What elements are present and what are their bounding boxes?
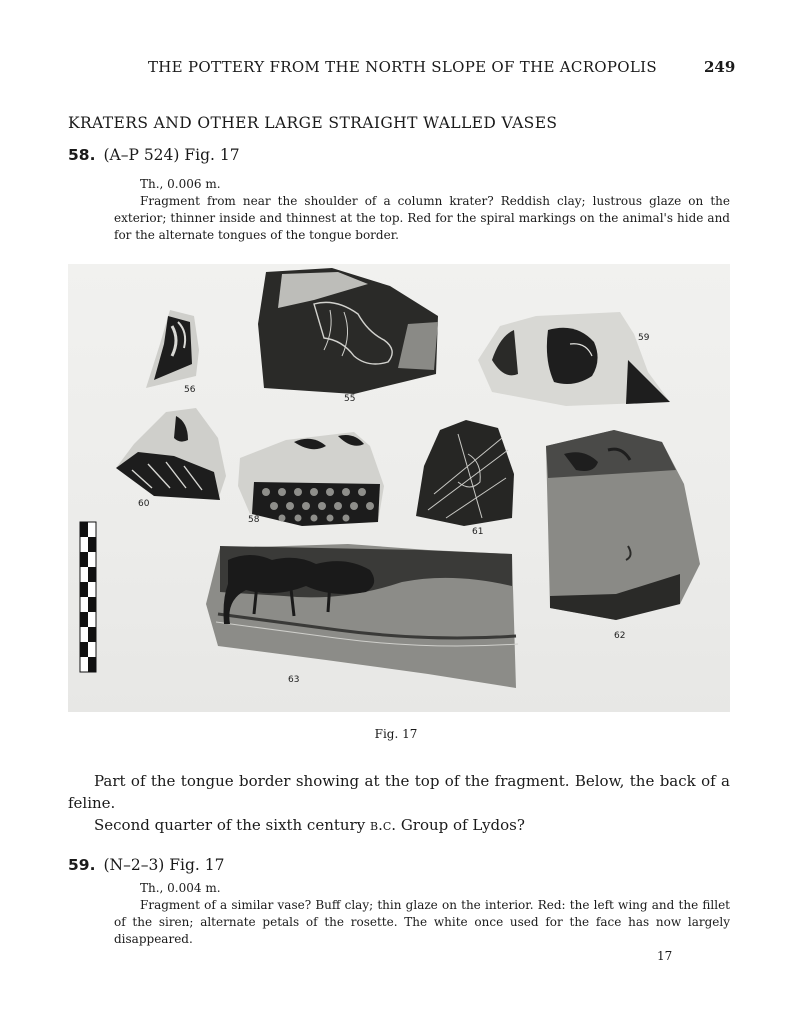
figure-17-photograph xyxy=(68,264,730,712)
fragment-59 xyxy=(478,312,670,406)
fragment-62 xyxy=(546,430,700,620)
section-title: KRATERS AND OTHER LARGE STRAIGHT WALLED VASES xyxy=(68,114,558,132)
entry-59-number: 59. xyxy=(68,856,96,874)
label-56: 56 xyxy=(184,385,196,395)
attribution-text: Group of Lydos? xyxy=(400,816,525,834)
label-62: 62 xyxy=(614,631,626,641)
entry-58-heading xyxy=(68,146,240,164)
discussion-paragraph-1: Part of the tongue border showing at the top of the fragment. Below, the back of a feline. xyxy=(68,772,730,812)
label-60: 60 xyxy=(138,499,150,509)
scale-bar xyxy=(80,522,96,672)
label-59: 59 xyxy=(638,333,650,343)
fragment-56 xyxy=(146,310,199,388)
entry-58-reference: (A–P 524) Fig. 17 xyxy=(103,146,240,164)
fragment-55 xyxy=(258,268,438,394)
fragment-58 xyxy=(238,432,384,526)
bc-abbreviation: b.c. xyxy=(369,816,397,834)
entry-59-heading xyxy=(68,856,225,874)
figure-caption: Fig. 17 xyxy=(374,727,418,741)
signature-number: 17 xyxy=(657,949,673,963)
entry-59-description: Fragment of a similar vase? Buff clay; thin glaze on the interior. Red: the left wing and the fillet of the siren; alternate petals of the rosette. The white once used for the face has now largely disappeared. xyxy=(114,898,730,946)
entry-59-thickness: Th., 0.004 m. xyxy=(140,881,221,895)
dating-text: Second quarter of the sixth century xyxy=(94,816,366,834)
page-number: 249 xyxy=(704,58,736,76)
entry-58-thickness: Th., 0.006 m. xyxy=(140,177,221,191)
fragment-60 xyxy=(116,408,226,500)
entry-58-number: 58. xyxy=(68,146,96,164)
fragment-63 xyxy=(206,544,518,688)
discussion-paragraph-2 xyxy=(68,814,730,836)
entry-59-reference: (N–2–3) Fig. 17 xyxy=(103,856,225,874)
entry-58-discussion xyxy=(68,770,730,836)
entry-58-description: Fragment from near the shoulder of a column krater? Reddish clay; lustrous glaze on the exterior; thinner inside and thinnest at the top. Red for the spiral markings on the animal's hide and for the alternate tongues of the tongue border. xyxy=(114,194,730,242)
running-title: THE POTTERY FROM THE NORTH SLOPE OF THE ACROPOLIS xyxy=(148,58,657,76)
fragment-61 xyxy=(416,420,514,526)
label-58: 58 xyxy=(248,515,260,525)
label-55: 55 xyxy=(344,394,356,404)
label-61: 61 xyxy=(472,527,484,537)
label-63: 63 xyxy=(288,675,300,685)
